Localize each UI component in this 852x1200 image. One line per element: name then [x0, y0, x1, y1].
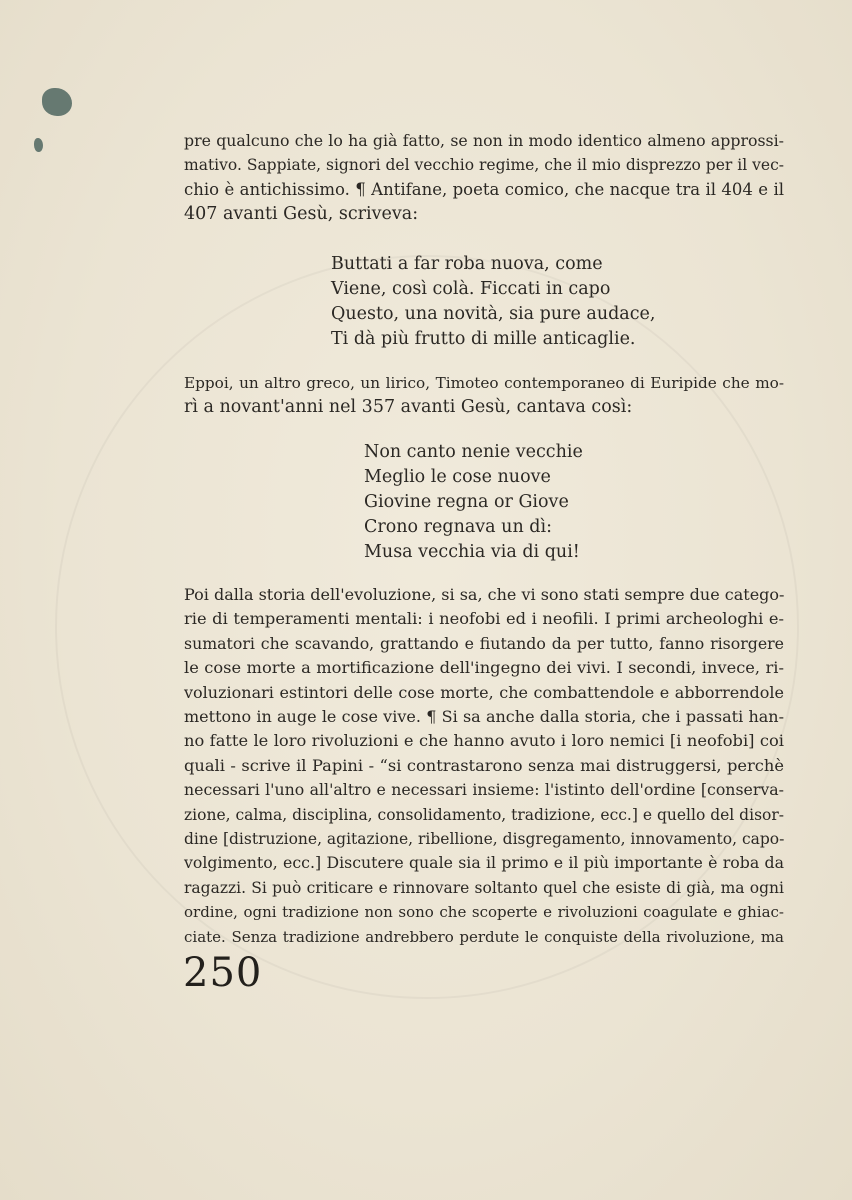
text-line: voluzionari estintori delle cose morte, che combattendole e abborrendole: [184, 682, 784, 702]
text-line: volgimento, ecc.] Discutere quale sia il primo e il più importante è roba da: [184, 853, 784, 873]
verse-line: Meglio le cose nuove: [364, 467, 551, 487]
ink-stain-small: [34, 138, 43, 152]
text-line: mettono in auge le cose vive. ¶ Si sa anche dalla storia, che i passati han-: [184, 707, 784, 727]
text-line: dine [distruzione, agitazione, ribellione, disgregamento, innovamento, capo-: [184, 830, 785, 849]
page-number: 250: [183, 950, 263, 996]
text-line: chio è antichissimo. ¶ Antifane, poeta comico, che nacque tra il 404 e il: [184, 179, 784, 199]
text-line: quali - scrive il Papini - “si contrastarono senza mai distruggersi, perchè: [184, 755, 784, 775]
verse-line: Musa vecchia via di qui!: [364, 542, 580, 562]
verse-line: Giovine regna or Giove: [364, 492, 569, 512]
text-line: necessari l'uno all'altro e necessari insieme: l'istinto dell'ordine [conserva-: [184, 780, 784, 800]
verse-line: Buttati a far roba nuova, come: [331, 254, 603, 274]
text-line: Eppoi, un altro greco, un lirico, Timoteo contemporaneo di Euripide che mo-: [184, 374, 784, 392]
text-line: no fatte le loro rivoluzioni e che hanno avuto i loro nemici [i neofobi] coi: [184, 731, 784, 751]
verse-line: Ti dà più frutto di mille anticaglie.: [331, 329, 636, 349]
ink-stain: [42, 88, 72, 116]
text-line: le cose morte a mortificazione dell'ingegno dei vivi. I secondi, invece, ri-: [184, 658, 784, 678]
verse-1: [331, 252, 655, 352]
text-line: 407 avanti Gesù, scriveva:: [184, 204, 419, 225]
verse-2: [364, 440, 583, 565]
verse-line: Non canto nenie vecchie: [364, 442, 583, 462]
verse-line: Questo, una novità, sia pure audace,: [331, 304, 656, 324]
text-line: rie di temperamenti mentali: i neofobi ed i neofili. I primi archeologhi e-: [184, 609, 784, 629]
text-line: rì a novant'anni nel 357 avanti Gesù, cantava così:: [184, 397, 633, 418]
paragraph-3: [184, 583, 784, 949]
verse-line: Crono regnava un dì:: [364, 517, 552, 537]
verse-line: Viene, così colà. Ficcati in capo: [331, 279, 611, 299]
text-line: sumatori che scavando, grattando e fiutando da per tutto, fanno risorgere: [184, 633, 784, 653]
text-line: ragazzi. Si può criticare e rinnovare soltanto quel che esiste di già, ma ogni: [184, 878, 784, 897]
paragraph-2: [184, 371, 784, 420]
paragraph-1: [184, 129, 784, 227]
text-line: pre qualcuno che lo ha già fatto, se non in modo identico almeno approssi-: [184, 131, 784, 150]
text-line: zione, calma, disciplina, consolidamento, tradizione, ecc.] e quello del disor-: [184, 805, 784, 824]
text-line: ordine, ogni tradizione non sono che scoperte e rivoluzioni coagulate e ghiac-: [184, 903, 784, 922]
text-line: ciate. Senza tradizione andrebbero perdute le conquiste della rivoluzione, ma: [184, 927, 784, 946]
text-line: Poi dalla storia dell'evoluzione, si sa, che vi sono stati sempre due catego-: [184, 585, 785, 604]
text-line: mativo. Sappiate, signori del vecchio regime, che il mio disprezzo per il vec-: [184, 156, 784, 175]
